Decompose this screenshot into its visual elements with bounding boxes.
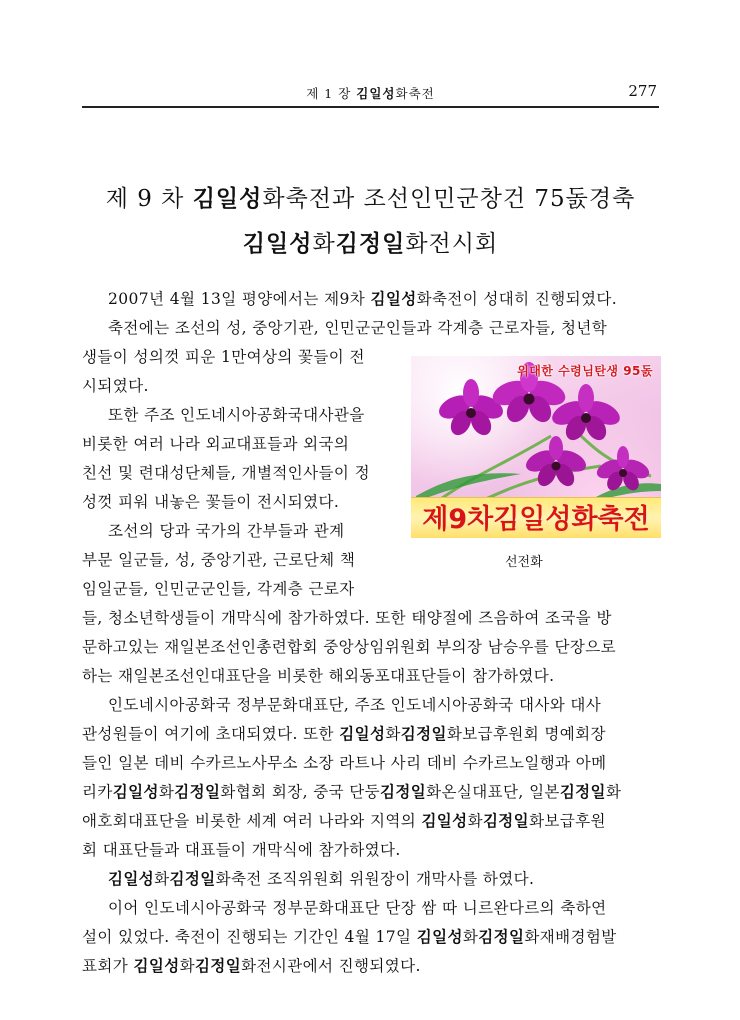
paragraph-line: 하는 재일본조선인대표단을 비롯한 해외동포대표단들이 참가하였다. <box>82 667 555 685</box>
page-number: 277 <box>628 82 657 100</box>
paragraph-line: 또한 주조 인도네시아공화국대사관을 <box>108 406 365 424</box>
paragraph-line: 조선의 당과 국가의 간부들과 관계 <box>108 522 345 540</box>
paragraph-line: 생들이 성의껏 피운 1만여상의 꽃들이 전 <box>82 348 365 366</box>
paragraph-line: 부문 일군들, 성, 중앙기관, 근로단체 책 <box>82 551 356 569</box>
paragraph-line: 설이 있었다. 축전이 진행되는 기간인 4월 17일 김일성화김정일화재배경험발 <box>82 928 617 946</box>
paragraph-line: 김일성화김정일화축전 조직위원회 위원장이 개막사를 하였다. <box>108 870 535 888</box>
chapter-title: 제 1 장 김일성화축전 <box>306 86 435 101</box>
paragraph-line: 비롯한 여러 나라 외교대표들과 외국의 <box>82 435 350 453</box>
poster-title: 제9차김일성화축전 <box>422 504 650 535</box>
paragraph-line: 성껏 피워 내놓은 꽃들이 전시되였다. <box>82 493 340 511</box>
paragraph-line: 2007년 4월 13일 평양에서는 제9차 김일성화축전이 성대히 진행되였다. <box>108 290 618 308</box>
paragraph-line: 들인 일본 데비 수카르노사무소 소장 라트나 사리 데비 수카르노일행과 아메 <box>82 754 607 772</box>
paragraph-line: 관성원들이 여기에 초대되였다. 또한 김일성화김정일화보급후원회 명예회장 <box>82 725 606 743</box>
paragraph-line: 축전에는 조선의 성, 중앙기관, 인민군군인들과 각계층 근로자들, 청년학 <box>108 319 608 337</box>
paragraph-line: 애호회대표단을 비롯한 세계 여러 나라와 지역의 김일성화김정일화보급후원 <box>82 812 606 830</box>
paragraph-line: 표회가 김일성화김정일화전시관에서 진행되였다. <box>82 957 421 975</box>
paragraph-line: 시되였다. <box>82 377 149 395</box>
poster-slogan: 위대한 수령님탄생 95돐 <box>517 364 653 378</box>
paragraph-line: 들, 청소년학생들이 개막식에 참가하였다. 또한 태양절에 즈음하여 조국을 방 <box>82 609 612 627</box>
paragraph-line: 친선 및 련대성단체들, 개별적인사들이 정 <box>82 464 370 482</box>
paragraph-line: 회 대표단들과 대표들이 개막식에 참가하였다. <box>82 841 401 859</box>
article-title-line-1: 제 9 차 김일성화축전과 조선인민군창건 75돐경축 <box>105 186 636 212</box>
running-header <box>82 84 659 108</box>
paragraph-line: 문하고있는 재일본조선인총련합회 중앙상임위원회 부의장 남승우를 단장으로 <box>82 638 616 656</box>
paragraph-line: 인도네시아공화국 정부문화대표단, 주조 인도네시아공화국 대사와 대사 <box>108 696 602 714</box>
festival-poster <box>411 356 661 538</box>
paragraph-line: 이어 인도네시아공화국 정부문화대표단 단장 쌈 따 니르완다르의 축하연 <box>108 899 607 917</box>
paragraph-line: 임일군들, 인민군군인들, 각계층 근로자 <box>82 580 355 598</box>
figure-caption: 선전화 <box>505 555 543 570</box>
article-title-line-2: 김일성화김정일화전시회 <box>242 231 499 257</box>
paragraph-line: 리카김일성화김정일화협회 회장, 중국 단둥김정일화온실대표단, 일본김정일화 <box>82 783 622 801</box>
orchid-flower-1 <box>435 379 506 439</box>
